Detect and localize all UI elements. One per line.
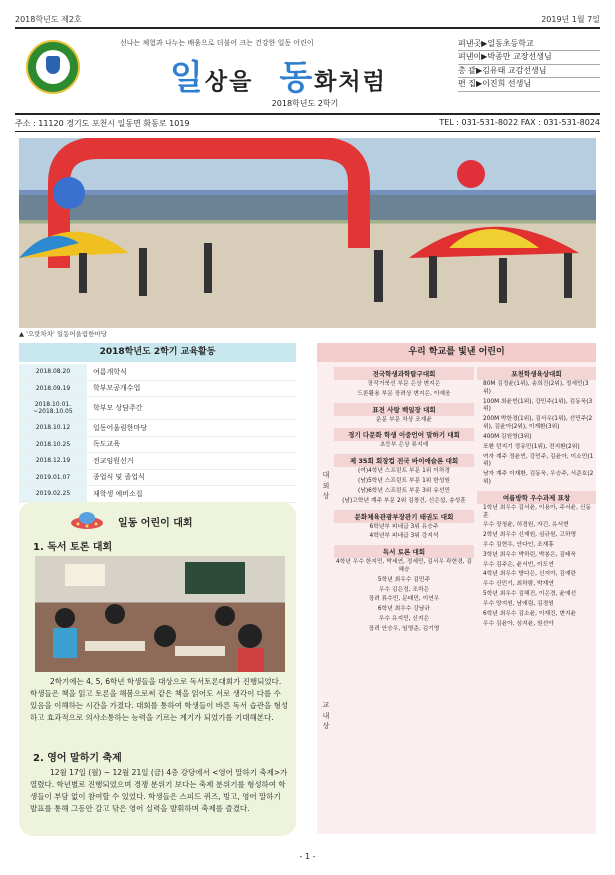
edu-event: 학부모 상담주간 xyxy=(93,404,143,412)
english-festival-text: 12월 17일 (월) ~ 12월 21일 (금) 4층 강당에서 <영어 말하기 축제>가 열렸다. 학년별로 진행되었으며 경쟁 분위기 보다는 축제 분위기를 형성하여 학생들이 부담 없이 참여할 수 있었다. 학생들은 스피드 퀴즈, 빙고, 영어 말하기 발표를 통해 그동안 갈고 닦은 영어 실력을 발휘하며 축제를 즐겼다. xyxy=(30,768,288,813)
edu-event: 전교임원선거 xyxy=(93,456,134,465)
award-section-heading: 제 35회 회장컵 전국 바이애슬론 대회 xyxy=(334,454,474,467)
issue-number: 2018학년도 제2호 xyxy=(15,15,82,24)
award-entry: 3학년 최우수 박하린, 박봉은, 김태욱 xyxy=(483,551,577,558)
reading-debate-text: 2학기에는 4, 5, 6학년 학생들을 대상으로 독서토론대회가 진행되었다. 학생들은 책을 읽고 토론을 해봄으로써 같은 책을 읽어도 서로 생각이 다를 수 있음을 이해하는 시간을 가졌다. 대회를 통하여 학생들이 바른 독서 습관을 형성하고 효과적으로 의사소통하는 능력을 기르는 계기가 되었기를 기대해본다. xyxy=(30,677,289,722)
slogan: 선나는 체험과 나누는 배움으로 더불어 크는 건강한 일동 어린이 xyxy=(120,39,314,47)
edu-date: 2019.01.07 xyxy=(19,470,87,486)
award-entry: 장려 안승우, 임영준, 김기영 xyxy=(368,625,440,632)
award-section-heading: 문화체육관광부장관기 태권도 대회 xyxy=(334,510,474,523)
external-awards-label: 대 외 상 xyxy=(322,471,330,500)
award-section-heading: 경기 다문화 학생 이중언어 말하기 대회 xyxy=(334,428,474,441)
issue-date: 2019년 1월 7일 xyxy=(541,15,600,24)
edu-event: 재학생 예비소집 xyxy=(93,489,143,498)
title-text-1: 상을 xyxy=(204,69,254,95)
title-char-il: 일 xyxy=(170,58,205,98)
awards-column-2 xyxy=(477,364,596,629)
award-entry: 100M 최윤빈(1위), 강민주(1위), 김동욱(3위) xyxy=(483,398,593,413)
award-entry: (여)4학년 스프린트 부문 1위 이하경 xyxy=(357,468,451,475)
award-entry: 우수 김은정, 조하은 xyxy=(378,586,430,593)
edu-date: 2018.12.19 xyxy=(19,453,87,469)
award-entry: 6학년 최우수 강남규 xyxy=(377,606,431,613)
award-entry: 4학년 최우수 방다은, 신지아, 김예란 xyxy=(483,571,577,578)
title-char-dong: 동 xyxy=(279,58,315,98)
award-entry: 장려 류수민, 문태민, 이연우 xyxy=(368,596,440,603)
photo-caption: ▲ '으랏차차' 일동어울림한마당 xyxy=(19,330,108,338)
edu-row xyxy=(19,397,296,420)
classroom-photo-illustration xyxy=(35,556,285,672)
award-entry: 6학년 최우수 김소윤, 이재진, 변지윤 xyxy=(483,610,577,617)
publisher-line: 총 괄▶김유태 교감선생님 xyxy=(458,65,600,78)
reading-debate-heading: 1. 독서 토론 대회 xyxy=(33,542,113,553)
edu-row xyxy=(19,364,296,381)
edu-date: 2019.02.25 xyxy=(19,486,87,502)
edu-date: 2018.10.12 xyxy=(19,420,87,436)
edu-row xyxy=(19,470,296,487)
award-section-heading: 독서 토론 대회 xyxy=(334,545,474,558)
title-text-2: 화처럼 xyxy=(314,69,387,95)
address-bar xyxy=(15,118,600,132)
edu-date: 2018.09.19 xyxy=(19,381,87,397)
award-entry: (남)고학년 계주 부문 2위 김창건, 신은섭, 송성훈 xyxy=(342,497,466,504)
award-entry: 운문 부문 차상 조재윤 xyxy=(376,416,432,423)
award-entry: 우수 신민기, 최하람, 박재연 xyxy=(483,581,554,588)
award-section-heading: 여름방학 우수과제 표창 xyxy=(477,491,596,504)
event-photo-illustration xyxy=(19,138,596,328)
award-section-heading: 전국학생과학탐구대회 xyxy=(334,367,474,380)
publisher-line: 펴낸곳▶일동초등학교 xyxy=(458,38,600,51)
ufo-icon xyxy=(70,510,104,530)
edition: 2018학년도 2학기 xyxy=(271,99,339,108)
award-entry: 우수 김윤아, 심지윤, 원선아 xyxy=(483,620,554,627)
award-entry: 드론활용 부문 장려상 변지은, 이예웅 xyxy=(357,390,451,397)
edu-row xyxy=(19,453,296,470)
edu-event: 여름개학식 xyxy=(93,367,127,376)
award-entry: 우수 김현우, 안다인, 조재휴 xyxy=(483,542,554,548)
award-entry: 여자 계주 정윤빈, 강민주, 김윤아, 이소민(1위) xyxy=(483,453,594,468)
award-entry: 5학년 최우수 김민주 xyxy=(377,576,431,583)
award-entry: 5학년 최우수 김해진, 이은경, 윤예선 xyxy=(483,591,577,598)
award-entry: 장작거북선 부문 은상 변지은 xyxy=(367,381,441,387)
award-section-heading: 포천학생육상대회 xyxy=(477,367,596,380)
award-section-heading: 표전 사랑 백일장 대회 xyxy=(334,403,474,416)
classroom-photo xyxy=(35,556,285,672)
edu-date: 2018.10.01. ~2018.10.05 xyxy=(19,397,87,419)
publisher-line: 편 집▶이진희 선생님 xyxy=(458,78,600,91)
award-entry: 초등부 은상 류지예 xyxy=(379,442,429,449)
award-entry: 남자 계주 이재환, 김동욱, 우승주, 서준호(2위) xyxy=(483,471,594,485)
edu-event: 독도교육 xyxy=(93,440,121,449)
award-entry: 4학년 우수 한지민, 박세연, 정세민, 김서우 곽현경, 김혜승 xyxy=(336,559,472,573)
award-entry: 우수 유지민, 신지은 xyxy=(378,616,430,622)
edu-activities-table xyxy=(19,364,296,503)
publisher-info xyxy=(458,38,600,92)
edu-activities-title: 2018학년도 2학기 교육활동 xyxy=(19,343,296,362)
awards-column-1 xyxy=(334,364,474,635)
award-entry: 우수 양지원, 남예림, 김경원 xyxy=(483,600,554,607)
edu-row xyxy=(19,437,296,454)
award-entry: 400M 김원영(3위) xyxy=(483,433,532,440)
edu-row xyxy=(19,486,296,503)
award-entry: 우수 장청윤, 허경원, 자긴, 유서현 xyxy=(483,522,569,529)
award-entry: 80M 김정윤(1위), 송희진(2위), 정세민(3위) xyxy=(483,381,589,395)
telephone: TEL : 031-531-8022 FAX : 031-531-8024 xyxy=(439,118,600,127)
award-entry: 포환 던지기 정유민(1위), 전지환(2위) xyxy=(483,443,580,450)
publisher-line: 펴낸이▶박종만 교장선생님 xyxy=(458,51,600,64)
school-logo xyxy=(26,40,80,94)
award-entry: (남)6학년 스프린트 부문 3위 유선민 xyxy=(357,487,451,494)
award-entry: 200M 박한경(1위), 김서우(1위), 선민주(2위), 김윤아(2위), 이재환(3위) xyxy=(483,416,593,431)
event-photo xyxy=(19,138,596,328)
award-entry: (남)5학년 스프린트 부문 1위 한성원 xyxy=(357,478,451,485)
edu-event: 일동어울림한마당 xyxy=(93,423,148,432)
edu-row xyxy=(19,381,296,398)
awards-title: 우리 학교를 빛낸 어린이 xyxy=(317,343,596,362)
contest-title: 일동 어린이 대회 xyxy=(118,518,193,529)
edu-event: 학부모공개수업 xyxy=(93,384,141,393)
edu-date: 2018.08.20 xyxy=(19,364,87,380)
edu-row xyxy=(19,420,296,437)
page-number: - 1 - xyxy=(299,852,316,861)
award-entry: 4학년부 피네급 3위 강지석 xyxy=(369,533,439,540)
award-entry: 6학년부 피네급 3위 유승주 xyxy=(369,523,439,530)
award-entry: 우수 김주은, 윤서빈, 이도연 xyxy=(483,561,554,568)
top-line xyxy=(15,14,600,26)
award-entry: 2학년 최우수 신재원, 심규원, 고하영 xyxy=(483,532,577,539)
english-festival-heading: 2. 영어 말하기 축제 xyxy=(33,753,122,764)
newsletter-title xyxy=(170,50,420,98)
edu-event: 종업식 및 졸업식 xyxy=(93,473,145,482)
edu-date: 2018.10.25 xyxy=(19,437,87,453)
address: 주소 : 11120 경기도 포천시 일동면 화동로 1019 xyxy=(15,119,190,128)
internal-awards-label: 교 내 상 xyxy=(322,701,330,730)
award-entry: 1학년 최우수 김서윤, 이용아, 주서윤, 신동훈 xyxy=(483,504,592,519)
